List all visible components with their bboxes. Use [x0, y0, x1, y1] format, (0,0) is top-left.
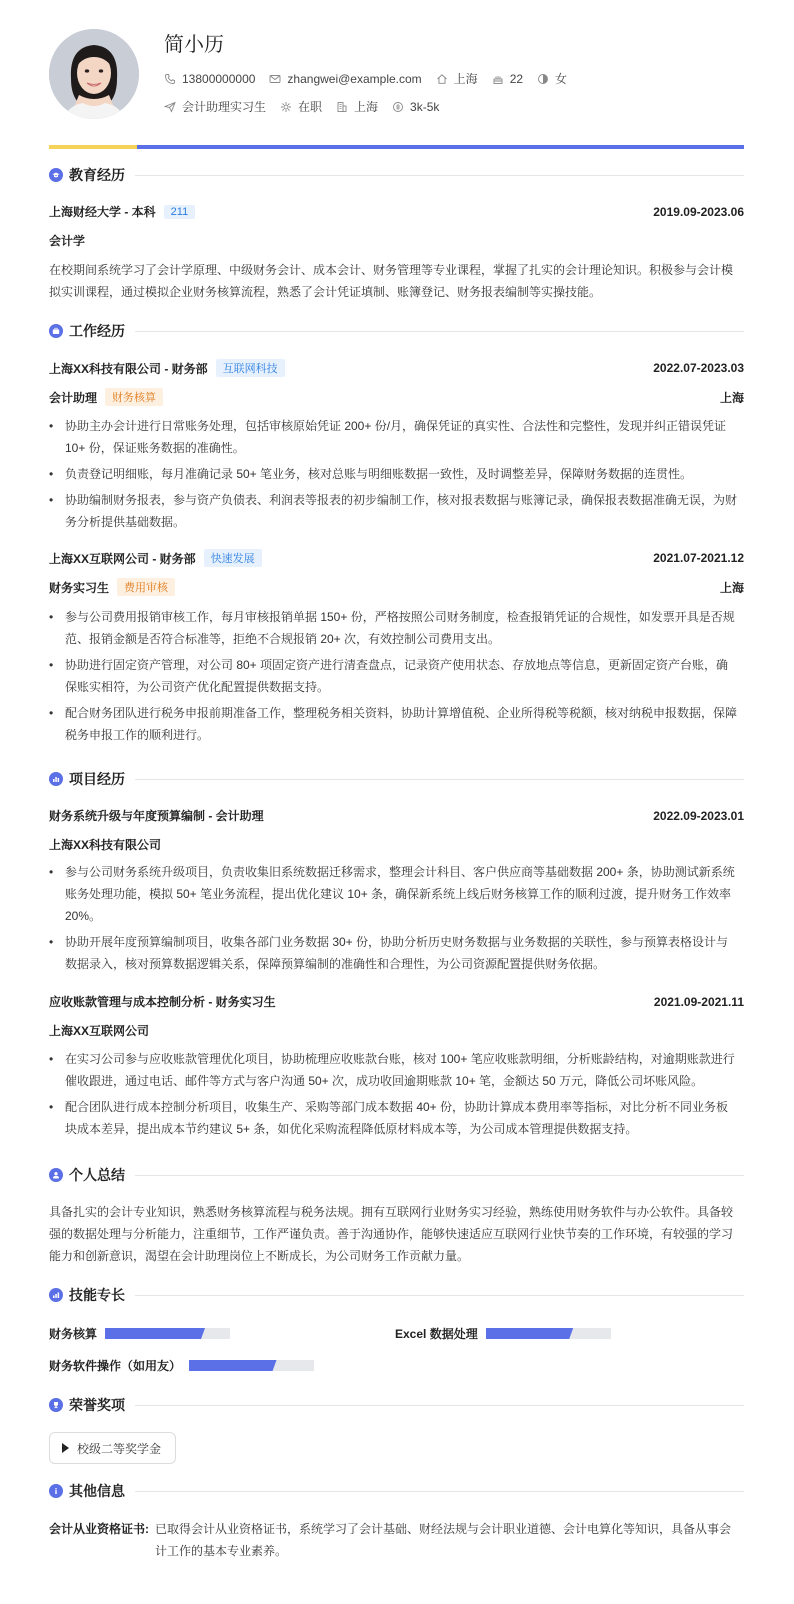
list-item: • 协助编制财务报表，参与资产负债表、利润表等报表的初步编制工作，核对报表数据与账簿记录，确保报表数据准确无误，为财务分析提供基础数据。 [49, 489, 739, 533]
user-icon [49, 1168, 63, 1182]
job-header [49, 359, 744, 377]
expected-city-text: 上海 [354, 100, 379, 114]
list-item: • 配合财务团队进行税务申报前期准备工作，整理税务相关资料，协助计算增值税、企业所得税等税额，核对纳税申报数据，保障税务申报工作的顺利进行。 [49, 702, 739, 746]
building-icon [336, 101, 348, 113]
job-date: 2021.07-2021.12 [653, 551, 744, 565]
job-date: 2022.07-2023.03 [653, 361, 744, 375]
skill-bar [189, 1360, 314, 1371]
skill-name: 财务软件操作（如用友） [49, 1359, 182, 1373]
graduation-cap-icon [49, 168, 63, 182]
section-title: 项目经历 [69, 771, 125, 787]
skill-item [49, 1325, 230, 1342]
project-company-row [49, 836, 744, 853]
skill-bar-fill [105, 1328, 205, 1339]
skill-bar [105, 1328, 230, 1339]
job-role: 财务实习生 [49, 580, 110, 595]
status-text: 在职 [298, 100, 323, 114]
skill-name: 财务核算 [49, 1327, 98, 1341]
city-text: 上海 [453, 72, 478, 86]
other-info-text: 已取得会计从业资格证书，系统学习了会计基础、财经法规与会计职业道德、会计电算化等知识，具备从事会计工作的基本专业素养。 [155, 1522, 732, 1558]
chart-icon [49, 772, 63, 786]
section-work [49, 321, 744, 341]
education-header [49, 203, 744, 220]
section-other [49, 1481, 744, 1501]
job-intent-row [164, 98, 453, 115]
section-rule [135, 331, 744, 332]
section-honors [49, 1395, 744, 1415]
gear-icon [280, 101, 292, 113]
send-icon [164, 101, 176, 113]
section-summary [49, 1165, 744, 1185]
header-divider [137, 145, 744, 149]
skill-bar-fill [189, 1360, 277, 1371]
list-item: • 负责登记明细账，每月准确记录 50+ 笔业务，核对总账与明细账数据一致性，及时调整差异，保障财务数据的连贯性。 [49, 463, 739, 485]
list-item: • 协助主办会计进行日常账务处理，包括审核原始凭证 200+ 份/月，确保凭证的真实性、合法性和完整性，发现并纠正错误凭证 10+ 份，保证账务数据的准确性。 [49, 415, 739, 459]
age-text: 22 [509, 71, 524, 86]
section-title: 个人总结 [69, 1167, 125, 1183]
project-company: 上海XX互联网公司 [49, 1024, 150, 1038]
project-name: 应收账款管理与成本控制分析 - 财务实习生 [49, 995, 276, 1009]
summary-text: 具备扎实的会计专业知识，熟悉财务核算流程与税务法规。拥有互联网行业财务实习经验，熟练使用财务软件与办公软件。具备较强的数据处理与分析能力，注重细节，工作严谨负责。善于沟通协作，能够快速适应互联网行业快节奏的工作环境，有较强的学习能力和创新意识，渴望在会计助理岗位上不断成长，为公司财务工作贡献力量。 [49, 1205, 734, 1263]
skill-bar-fill [486, 1328, 574, 1339]
project-header [49, 993, 744, 1010]
avatar-portrait-icon [49, 29, 139, 119]
job-role-row [49, 578, 744, 596]
section-rule [135, 779, 744, 780]
other-info-row [49, 1518, 739, 1562]
project-name: 财务系统升级与年度预算编制 - 会计助理 [49, 809, 264, 823]
salary-item [392, 100, 439, 114]
company-name: 上海XX互联网公司 - 财务部 [49, 551, 196, 566]
briefcase-icon [49, 324, 63, 338]
project-date: 2021.09-2021.11 [653, 994, 744, 1009]
list-item: • 配合团队进行成本控制分析项目，收集生产、采购等部门成本数据 40+ 份，协助计算成本费用率等指标，对比分析不同业务板块成本差异，提出成本节约建议 5+ 条，如优化采购流程降低原材料成本等，为公司成本管理提供数据支持。 [49, 1096, 739, 1140]
project-company-row [49, 1022, 744, 1039]
position-text: 会计助理实习生 [182, 100, 267, 114]
position-item [164, 98, 266, 115]
job-header [49, 549, 744, 567]
phone-icon [164, 73, 176, 85]
job-role: 会计助理 [49, 390, 98, 405]
skill-item [49, 1357, 314, 1374]
role-tag: 费用审核 [117, 578, 175, 596]
section-title: 工作经历 [69, 323, 125, 339]
company-tag: 快速发展 [204, 549, 262, 567]
list-item: • 协助进行固定资产管理，对公司 80+ 项固定资产进行清查盘点，记录资产使用状态、存放地点等信息，更新固定资产台账，确保账实相符，为公司资产优化配置提供数据支持。 [49, 654, 739, 698]
list-item: • 协助开展年度预算编制项目，收集各部门业务数据 30+ 份，协助分析历史财务数据与业务数据的关联性，参与预算表格设计与数据录入，核对预算数据逻辑关系，保障预算编制的准确性和合理性，为公司资源配置提供财务依据。 [49, 931, 739, 975]
job-location: 上海 [719, 580, 744, 595]
major: 会计学 [49, 234, 86, 248]
list-item: • 参与公司费用报销审核工作，每月审核报销单据 150+ 份，严格按照公司财务制度，检查报销凭证的合规性，如发票开具是否规范、报销金额是否符合标准等，拒绝不合规报销 20+ 次，有效控制公司费用支出。 [49, 606, 739, 650]
trophy-icon [49, 1398, 63, 1412]
salary-text: 3k-5k [410, 99, 440, 114]
triangle-icon [62, 1443, 69, 1453]
section-education [49, 165, 744, 185]
email-item [269, 72, 421, 86]
section-title: 其他信息 [69, 1483, 125, 1499]
project-bullets [49, 861, 739, 979]
section-rule [135, 1175, 744, 1176]
project-bullets [49, 1048, 739, 1144]
section-rule [135, 1491, 744, 1492]
role-tag: 财务核算 [105, 388, 163, 406]
job-bullets [49, 415, 739, 537]
header-divider-accent [49, 145, 137, 149]
email-text: zhangwei@example.com [287, 71, 422, 86]
section-title: 教育经历 [69, 167, 125, 183]
gender-text: 女 [555, 72, 568, 86]
project-company: 上海XX科技有限公司 [49, 838, 162, 852]
other-info-label: 会计从业资格证书: [49, 1522, 149, 1536]
section-title: 荣誉奖项 [69, 1397, 125, 1413]
section-skills [49, 1285, 744, 1305]
school-tag: 211 [164, 205, 196, 219]
job-location: 上海 [719, 390, 744, 405]
company-tag: 互联网科技 [216, 359, 285, 377]
project-header [49, 807, 744, 824]
skill-item [395, 1325, 611, 1342]
skill-bar [486, 1328, 611, 1339]
status-item [280, 98, 322, 115]
job-role-row [49, 388, 744, 406]
bar-chart-icon [49, 1288, 63, 1302]
skill-name: Excel 数据处理 [395, 1327, 478, 1341]
contact-row [164, 70, 581, 87]
city-item [436, 70, 478, 87]
phone-text: 13800000000 [182, 71, 256, 86]
school-name: 上海财经大学 - 本科 [49, 205, 156, 219]
cake-icon [492, 73, 504, 85]
gender-item [537, 70, 567, 87]
age-item [492, 72, 523, 86]
candidate-name: 简小历 [164, 34, 224, 56]
section-rule [135, 175, 744, 176]
job-bullets [49, 606, 739, 750]
list-item: • 参与公司财务系统升级项目，负责收集旧系统数据迁移需求，整理会计科目、客户供应商等基础数据 200+ 条，协助测试新系统账务处理功能，模拟 50+ 笔业务流程，提出优化建议 10+ 条，确保新系统上线后财务核算工作的顺利过渡，提升财务工作效率 20%。 [49, 861, 739, 927]
company-name: 上海XX科技有限公司 - 财务部 [49, 361, 208, 376]
info-icon [49, 1484, 63, 1498]
gender-icon [537, 73, 549, 85]
expected-city-item [336, 98, 378, 115]
section-projects [49, 769, 744, 789]
education-description: 在校期间系统学习了会计学原理、中级财务会计、成本会计、财务管理等专业课程，掌握了扎实的会计理论知识。积极参与会计模拟实训课程，通过模拟企业财务核算流程，熟悉了会计凭证填制、账簿登记、财务报表编制等实操技能。 [49, 263, 734, 299]
project-date: 2022.09-2023.01 [653, 808, 744, 823]
avatar [49, 29, 139, 119]
phone-item [164, 72, 255, 86]
award-chip [49, 1432, 176, 1464]
list-item: • 在实习公司参与应收账款管理优化项目，协助梳理应收账款台账，核对 100+ 笔应收账款明细，分析账龄结构，对逾期账款进行催收跟进，通过电话、邮件等方式与客户沟通 50+ 次，成功收回逾期账款 10+ 笔，金额达 50 万元，降低公司坏账风险。 [49, 1048, 739, 1092]
education-date: 2019.09-2023.06 [653, 204, 744, 219]
section-rule [135, 1295, 744, 1296]
section-title: 技能专长 [69, 1287, 125, 1303]
major-row [49, 232, 744, 249]
section-rule [135, 1405, 744, 1406]
award-text: 校级二等奖学金 [77, 1441, 162, 1456]
mail-icon [269, 73, 281, 85]
coin-icon [392, 101, 404, 113]
home-icon [436, 73, 448, 85]
